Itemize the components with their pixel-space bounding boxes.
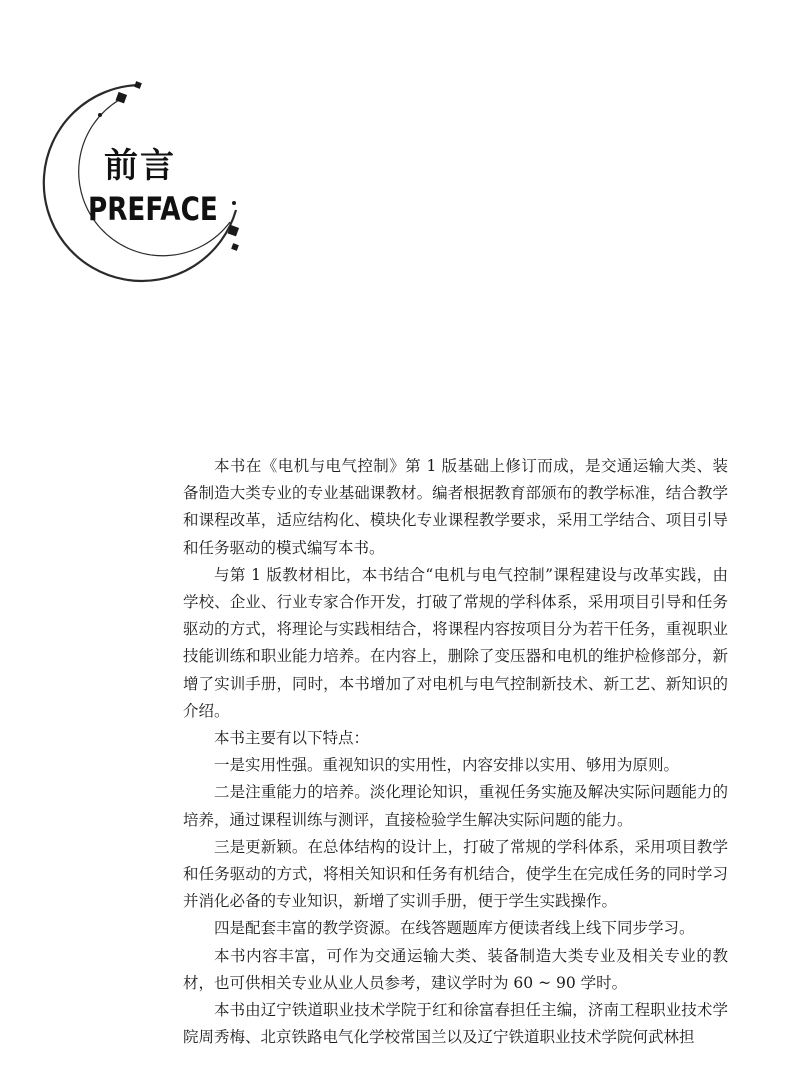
paragraph: 本书在《电机与电气控制》第 1 版基础上修订而成，是交通运输大类、装备制造大类专业的专业基础课教材。编者根据教育部颁布的教学标准，结合教学和课程改革，适应结构化、模块化专业课程教学要求，采用工学结合、项目引导和任务驱动的模式编写本书。: [183, 457, 728, 557]
dot-mark-top: [98, 113, 102, 117]
paragraph: 二是注重能力的培养。淡化理论知识，重视任务实施及解决实际问题能力的培养，通过课程训练与测评，直接检验学生解决实际问题的能力。: [183, 783, 728, 829]
page-title-chinese: 前言: [104, 146, 176, 186]
paragraph: 一是实用性强。重视知识的实用性，内容安排以实用、够用为原则。: [214, 756, 680, 775]
page-title-english: PREFACE: [88, 190, 218, 228]
square-mark-top-small: [134, 81, 142, 89]
square-mark-right-small: [231, 243, 239, 251]
dot-mark-right: [232, 201, 236, 205]
paragraph: 与第 1 版教材相比，本书结合“电机与电气控制”课程建设与改革实践，由学校、企业、行业专家合作开发，打破了常规的学科体系，采用项目引导和任务驱动的方式，将理论与实践相结合，将课程内容按项目分为若干任务，重视职业技能训练和职业能力培养。在内容上，删除了变压器和电机的维护检修部分，新增了实训手册，同时，本书增加了对电机与电气控制新技术、新工艺、新知识的介绍。: [183, 565, 728, 720]
paragraph: 三是更新颖。在总体结构的设计上，打破了常规的学科体系，采用项目教学和任务驱动的方式，将相关知识和任务有机结合，使学生在完成任务的同时学习并消化必备的专业知识，新增了实训手册，便于学生实践操作。: [183, 837, 728, 911]
paragraph: 本书主要有以下特点：: [214, 729, 370, 748]
paragraph: 本书内容丰富，可作为交通运输大类、装备制造大类专业及相关专业的教材，也可供相关专业从业人员参考，建议学时为 60 ~ 90 学时。: [183, 946, 728, 992]
preface-body: [183, 453, 728, 1051]
paragraph: 四是配套丰富的教学资源。在线答题题库方便读者线上线下同步学习。: [214, 919, 695, 938]
paragraph: 本书由辽宁铁道职业技术学院于红和徐富春担任主编，济南工程职业技术学院周秀梅、北京铁路电气化学校常国兰以及辽宁铁道职业技术学院何武林担: [183, 1001, 728, 1047]
